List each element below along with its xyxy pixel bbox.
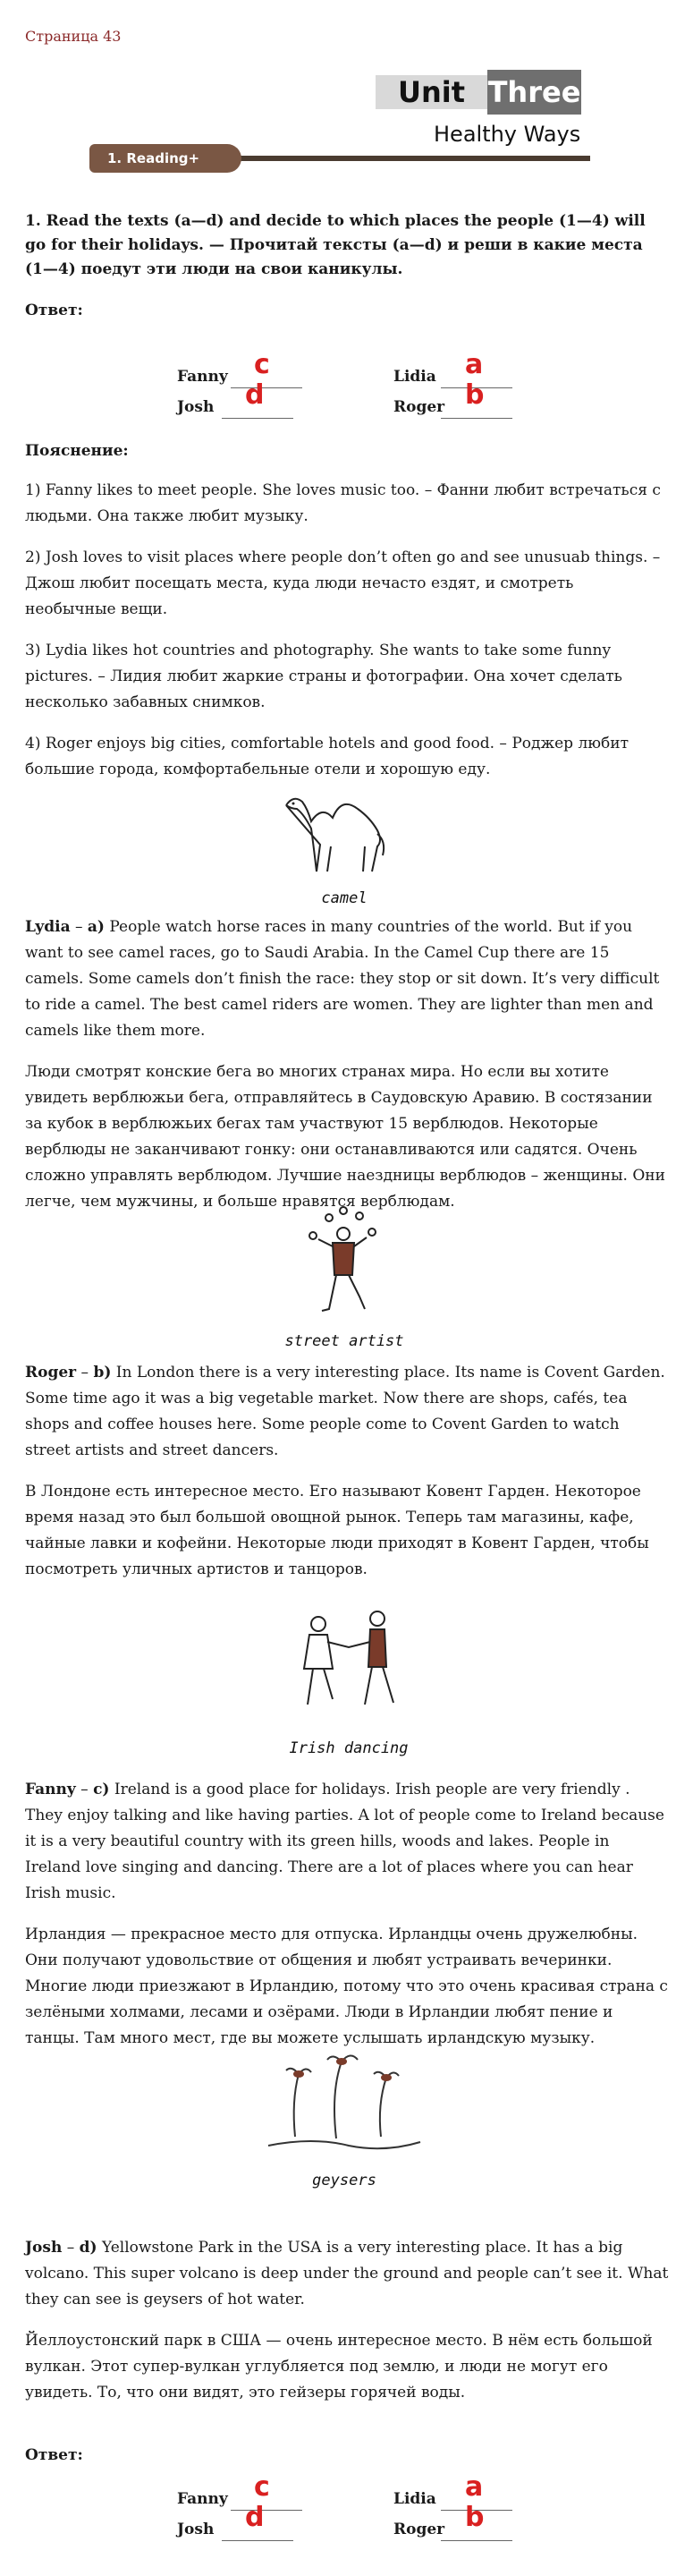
section-c-person: Fanny — [25, 1781, 76, 1798]
section-b — [25, 1360, 669, 1598]
camel-picture — [277, 778, 411, 907]
answer-josh-name: Josh — [177, 398, 215, 416]
juggler-illustration — [277, 1203, 411, 1320]
geysers-picture — [259, 2038, 429, 2190]
answer-lidia-value: a — [465, 2471, 484, 2503]
camel-illustration — [277, 778, 411, 877]
section-a-text-en: People watch horse races in many countries of the world. But if you want to see camel races, go to Saudi Arabia. In the Camel Cup there are 15 camels. Some camels don’t finish the race: they stop or sit down. It’s very difficult to ride a camel. The best camel riders are women. They are lighter than men and camels like them more. — [25, 918, 660, 1040]
answer-lidia-value: a — [465, 349, 484, 380]
section-a — [25, 914, 669, 1230]
answer-line — [231, 387, 302, 388]
section-d — [25, 2235, 669, 2421]
answer-fanny-name: Fanny — [177, 368, 228, 386]
section-d-en: Josh – d) Yellowstone Park in the USA is a very interesting place. It has a big volcano. This super volcano is deep under the ground and people can’t see it. What they can see is geysers of hot water. — [25, 2239, 669, 2308]
task-instruction: 1. Read the texts (a—d) and decide to which places the people (1—4) will go for their holidays. — Прочитай тексты (a—d) и реши в какие места (1—4) поедут эти люди на свои каникулы. — [25, 212, 646, 278]
unit-subtitle: Healthy Ways — [434, 122, 581, 147]
section-d-letter: d) — [79, 2239, 97, 2257]
answer-fanny-value: c — [254, 2471, 270, 2503]
section-b-text-en: In London there is a very interesting place. Its name is Covent Garden. Some time ago it was a big vegetable market. Now there are shops, cafés, tea shops and coffee houses here. Some people come to Covent Garden to watch street artists and street dancers. — [25, 1364, 665, 1459]
section-b-en: Roger – b) In London there is a very interesting place. Its name is Covent Garden. Some time ago it was a big vegetable market. Now there are shops, cafés, tea shops and coffee houses here. Some people come to Covent Garden to watch street artists and street dancers. — [25, 1364, 665, 1459]
irish-dancing-caption: Irish dancing — [289, 1739, 409, 1757]
answer-box-bottom — [177, 2471, 512, 2542]
answer-box-top — [177, 349, 512, 420]
answer-line — [222, 2540, 293, 2541]
answer-lidia-name: Lidia — [393, 368, 436, 386]
section-a-en: Lydia – a) People watch horse races in many countries of the world. But if you want to see camel races, go to Saudi Arabia. In the Camel Cup there are 15 camels. Some camels don’t finish the race: they stop or sit down. It’s very difficult to ride a camel. The best camel riders are women. They are lighter than men and camels like them more. — [25, 918, 660, 1040]
street-artist-caption: street artist — [284, 1332, 404, 1350]
section-a-letter: a) — [87, 918, 105, 936]
answer-roger-name: Roger — [393, 398, 445, 416]
explanation-item: 3) Lydia likes hot countries and photography. She wants to take some funny pictures. – Лидия любит жаркие страны и фотографии. Она хочет сделать несколько забавных снимков. — [25, 642, 622, 711]
section-b-person: Roger — [25, 1364, 77, 1382]
answer-line — [231, 2510, 302, 2511]
dancers-illustration — [277, 1606, 420, 1727]
answer-label-bottom: Ответ: — [25, 2446, 83, 2464]
section-c-text-ru: Ирландия — прекрасное место для отпуска. Ирландцы очень дружелюбны. Они получают удовольствие от общения и любят устраивать вечеринки. Многие люди приезжают в Ирландию, потому что это очень красивая страна с зелёными холмами, лесами и озёрами. Люди в Ирландии любят пение и танцы. Там много мест, где вы можете услышать ирландскую музыку. — [25, 1926, 668, 2047]
explanation-item: 2) Josh loves to visit places where people don’t often go and see unusuab things. – Джош любит посещать места, куда люди нечасто ездят, и смотреть необычные вещи. — [25, 548, 661, 618]
explanation-item: 4) Roger enjoys big cities, comfortable hotels and good food. – Роджер любит большие города, комфортабельные отели и хорошую еду. — [25, 735, 630, 778]
geysers-caption: geysers — [312, 2172, 376, 2189]
answer-fanny-value: c — [254, 349, 270, 380]
section-b-letter: b) — [93, 1364, 112, 1382]
section-c-en: Fanny – c) Ireland is a good place for holidays. Irish people are very friendly . They enjoy talking and like having parties. A lot of people come to Ireland because it is a very beautiful country with its green hills, woods and lakes. People in Ireland love singing and dancing. There are a lot of places where you can hear Irish music. — [25, 1781, 664, 1902]
explanation-item: 1) Fanny likes to meet people. She loves music too. – Фанни любит встречаться с людьми. Она также любит музыку. — [25, 481, 661, 525]
explanation-list — [25, 478, 669, 798]
answer-josh-value: d — [245, 2502, 265, 2533]
section-d-text-en: Yellowstone Park in the USA is a very interesting place. It has a big volcano. This super volcano is deep under the ground and people can’t see it. What they can see is geysers of hot water. — [25, 2239, 669, 2308]
geysers-illustration — [259, 2038, 429, 2159]
section-d-text-ru: Йеллоустонский парк в США — очень интересное место. В нём есть большой вулкан. Этот супер-вулкан углубляется под землю, и люди не могут его увидеть. То, что они видят, это гейзеры горячей воды. — [25, 2332, 653, 2402]
section-a-person: Lydia — [25, 918, 71, 936]
answer-line — [222, 418, 293, 419]
answer-roger-name: Roger — [393, 2521, 445, 2538]
explanation-label: Пояснение: — [25, 442, 129, 460]
answer-roger-value: b — [465, 2502, 485, 2533]
answer-line — [441, 2540, 512, 2541]
section-c-letter: c) — [93, 1781, 110, 1798]
street-artist-picture — [277, 1203, 411, 1350]
unit-banner — [89, 59, 604, 184]
answer-roger-value: b — [465, 379, 485, 411]
section-b-text-ru: В Лондоне есть интересное место. Его называют Ковент Гарден. Некоторое время назад это был большой овощной рынок. Теперь там магазины, кафе, чайные лавки и кофейни. Некоторые люди приходят в Ковент Гарден, чтобы посмотреть уличных артистов и танцоров. — [25, 1483, 649, 1578]
answer-josh-value: d — [245, 379, 265, 411]
unit-word: Unit — [376, 75, 487, 109]
unit-title-box — [376, 70, 581, 115]
camel-caption: camel — [321, 889, 368, 907]
unit-number: Three — [487, 70, 581, 115]
answer-josh-name: Josh — [177, 2521, 215, 2538]
page-label: Страница 43 — [25, 28, 122, 45]
section-a-text-ru: Люди смотрят конские бега во многих странах мира. Но если вы хотите увидеть верблюжьи бега, отправляйтесь в Саудовскую Аравию. В состязании за кубок в верблюжьих бегах там участвуют 15 верблюдов. Некоторые верблюды не заканчивают гонку: они останавливаются или садятся. Очень сложно управлять верблюдом. Лучшие наездницы верблюдов – женщины. Они легче, чем мужчины, и больше нравятся верблюдам. — [25, 1063, 665, 1211]
reading-tab: 1. Reading+ — [89, 144, 241, 173]
answer-line — [441, 418, 512, 419]
answer-fanny-name: Fanny — [177, 2490, 228, 2508]
section-d-person: Josh — [25, 2239, 63, 2257]
section-c-text-en: Ireland is a good place for holidays. Irish people are very friendly . They enjoy talking and like having parties. A lot of people come to Ireland because it is a very beautiful country with its green hills, woods and lakes. People in Ireland love singing and dancing. There are a lot of places where you can hear Irish music. — [25, 1781, 664, 1902]
answer-label-top: Ответ: — [25, 302, 83, 319]
irish-dancing-picture — [277, 1606, 420, 1758]
answer-lidia-name: Lidia — [393, 2490, 436, 2508]
section-c — [25, 1777, 669, 2067]
